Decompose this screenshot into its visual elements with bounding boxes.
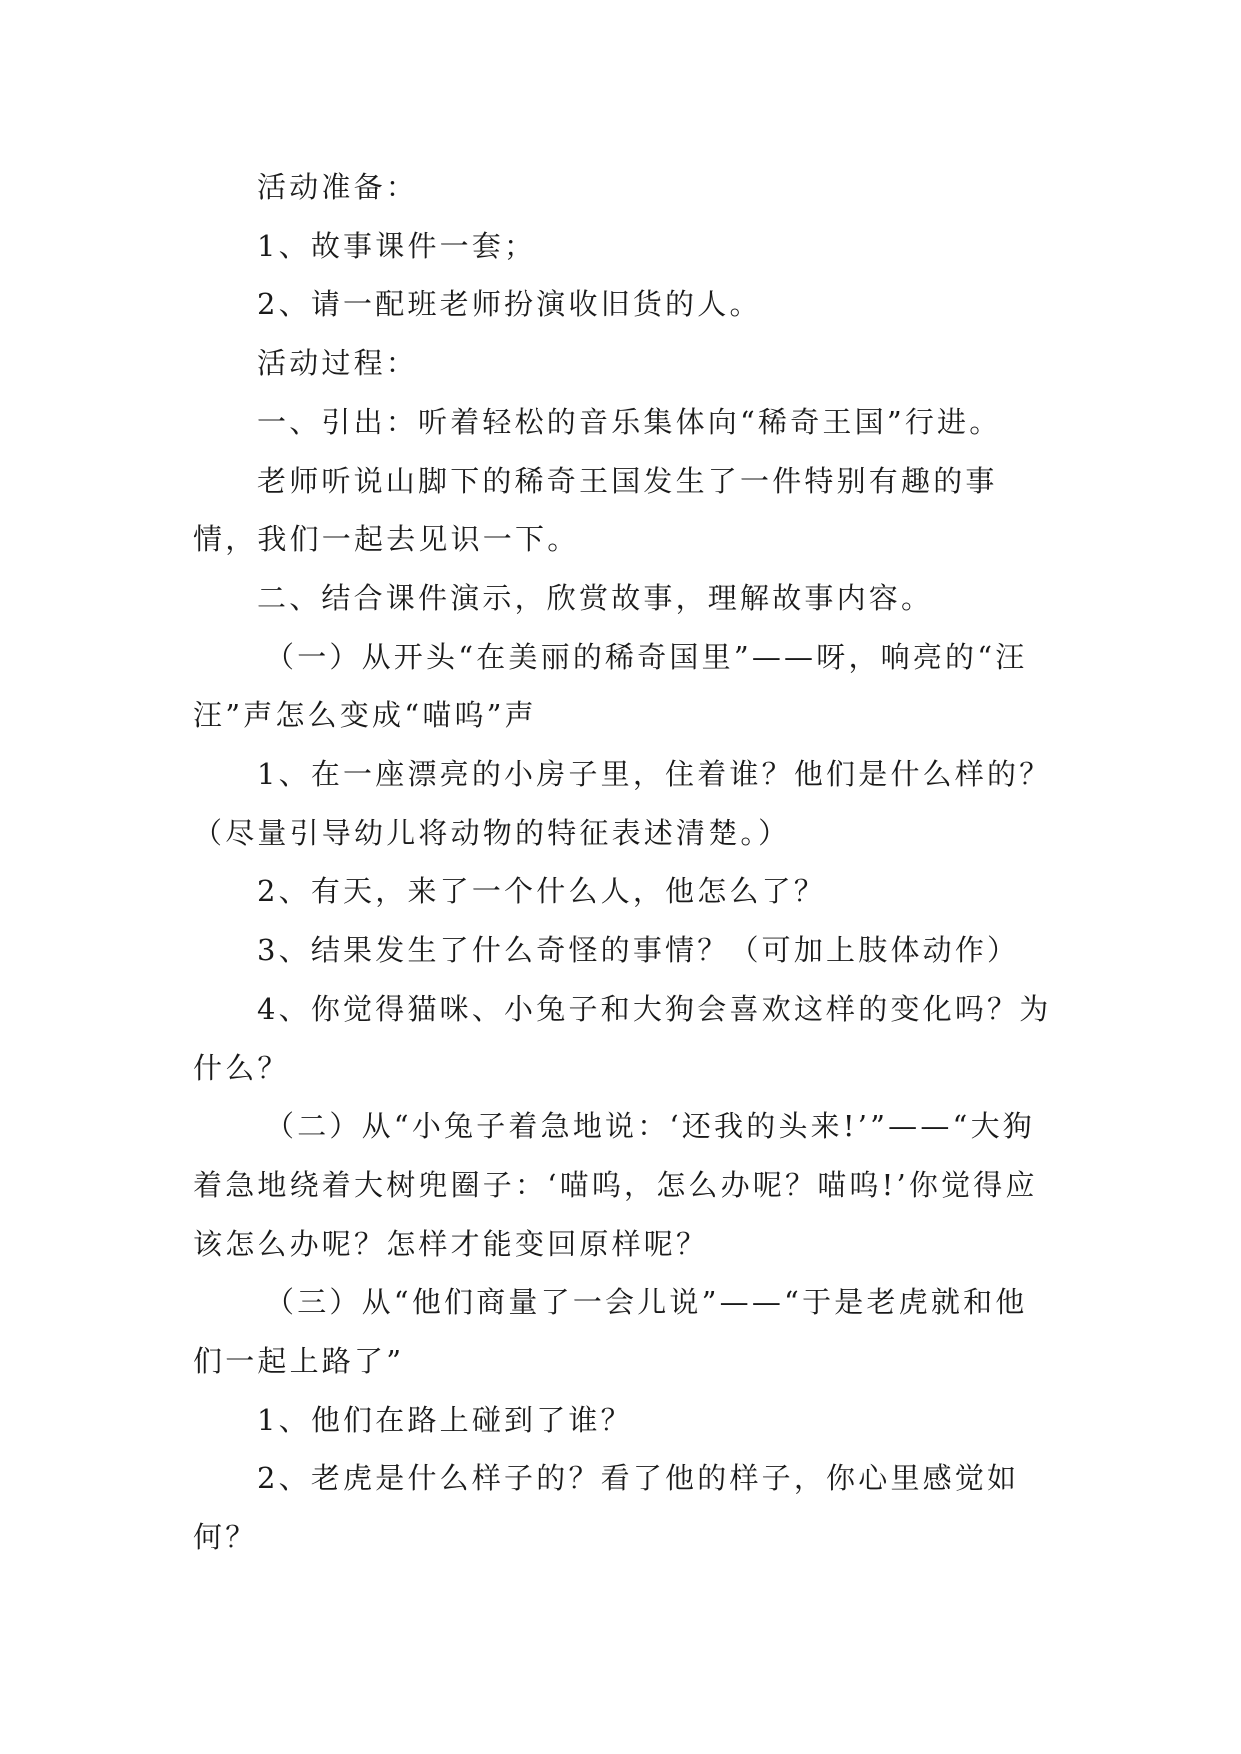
section-heading-process: 活动过程： xyxy=(257,346,419,381)
paragraph-prep-item-1: 1、故事课件一套； xyxy=(257,228,537,263)
paragraph-part-3: （三）从“他们商量了一会儿说”——“于是老虎就和他们一起上路了” xyxy=(193,1285,1028,1379)
paragraph-step-2: 二、结合课件演示，欣赏故事，理解故事内容。 xyxy=(257,580,934,615)
paragraph-part-1: （一）从开头“在美丽的稀奇国里”——呀，响亮的“汪汪”声怎么变成“喵呜”声 xyxy=(193,639,1028,733)
paragraph-question-1: 1、在一座漂亮的小房子里，住着谁？他们是什么样的？（尽量引导幼儿将动物的特征表述清楚。） xyxy=(193,757,1052,850)
paragraph-step-1: 一、引出：听着轻松的音乐集体向“稀奇王国”行进。 xyxy=(257,404,1002,439)
paragraph-question-3: 3、结果发生了什么奇怪的事情？（可加上肢体动作） xyxy=(257,933,1020,968)
paragraph-prep-item-2: 2、请一配班老师扮演收旧货的人。 xyxy=(257,287,762,322)
paragraph-part-3-question-2: 2、老虎是什么样子的？看了他的样子，你心里感觉如何？ xyxy=(193,1461,1020,1555)
paragraph-part-3-question-1: 1、他们在路上碰到了谁？ xyxy=(257,1402,633,1437)
section-heading-preparation: 活动准备： xyxy=(257,170,419,204)
paragraph-question-4: 4、你觉得猫咪、小兔子和大狗会喜欢这样的变化吗？为什么？ xyxy=(193,991,1052,1085)
paragraph-step-1-text: 老师听说山脚下的稀奇王国发生了一件特别有趣的事情，我们一起去见识一下。 xyxy=(193,463,998,557)
paragraph-question-2: 2、有天，来了一个什么人，他怎么了？ xyxy=(257,874,827,909)
paragraph-part-2: （二）从“小兔子着急地说：‘还我的头来!’”——“大狗着急地绕着大树兜圈子：‘喵呜，怎么办呢？喵呜!’你觉得应该怎么办呢？怎样才能变回原样呢？ xyxy=(193,1109,1038,1261)
document-body xyxy=(193,158,1053,1567)
